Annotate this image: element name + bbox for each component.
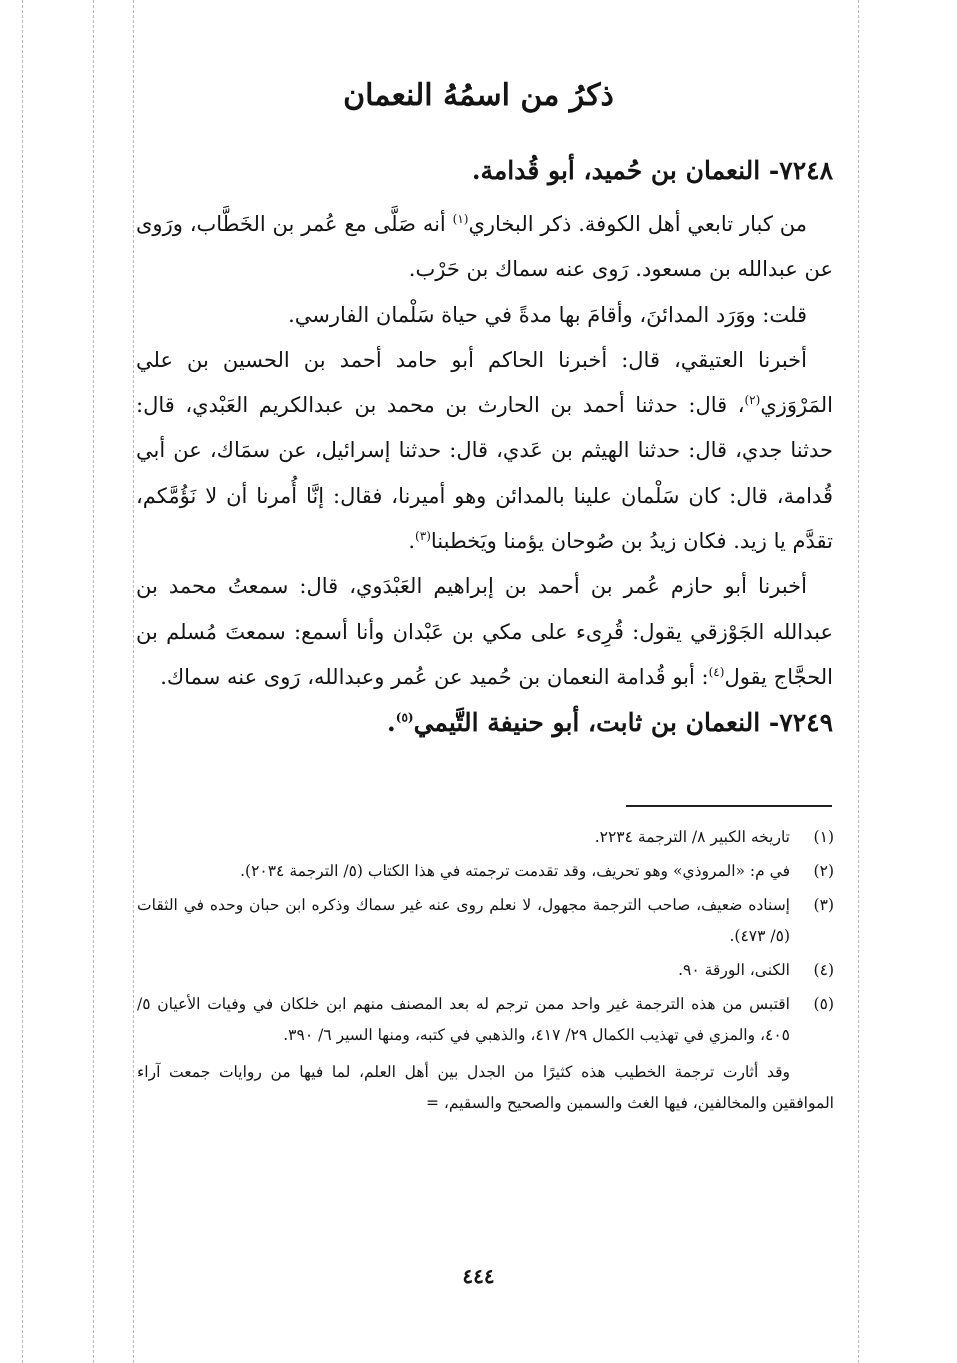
footnote-ref[interactable]: (٤) [708, 664, 725, 679]
footnote [137, 822, 834, 853]
paragraph-text: أنه صَلَّى مع عُمر بن الخَطَّاب، ورَوى عن عبدالله بن مسعود. رَوى عنه سماك بن حَرْب. [136, 212, 833, 282]
footnote-number: (٣) [813, 896, 834, 914]
footnote-text: تاريخه الكبير ٨/ الترجمة ٢٢٣٤. [594, 828, 790, 846]
paragraph [136, 293, 833, 338]
footnote-number: (٤) [813, 961, 834, 979]
entry-heading-7249 [136, 700, 833, 746]
footnote [137, 856, 834, 887]
footnote [137, 890, 834, 952]
footnotes [137, 822, 834, 1119]
margin-guide-line [858, 0, 859, 1363]
paragraph-text: ، قال: حدثنا أحمد بن الحارث بن محمد بن عبدالكريم العَبْدي، قال: حدثنا جدي، قال: حدثنا الهيثم بن عَدي، قال: حدثنا إسرائيل، عن سمَاك، عن أبي قُدامة، قال: كان سَلْمان علينا بالمدائن وهو أميرنا، فقال: إنَّا أُمرنا أن لا نَؤُمَّكم، تقدَّم يا زيد. فكان زيدُ بن صُوحان يؤمنا ويَخطبنا [136, 393, 833, 554]
paragraph-text: . [408, 529, 416, 554]
paragraph-text: أخبرنا أبو حازم عُمر بن أحمد بن إبراهيم العَبْدَوي، قال: سمعتُ محمد بن عبدالله الجَوْزقي يقول: قُرِىء على مكي بن عَبْدان وأنا أسمع: سمعتَ مُسلم بن الحجَّاج يقول [136, 574, 833, 689]
footnote-continuation: وقد أثارت ترجمة الخطيب هذه كثيرًا من الجدل بين أهل العلم، لما فيها من روايات جمعت آراء الموافقين والمخالفين، فيها الغث والسمين والصحيح والسقيم، = [137, 1063, 834, 1112]
page-title: ذكرُ من اسمُهُ النعمان [343, 78, 614, 113]
footnote-ref[interactable]: (١) [452, 212, 469, 226]
paragraph-text: أخبرنا العتيقي، قال: أخبرنا الحاكم أبو حامد أحمد بن الحسين بن علي المَرْوَزي [136, 347, 833, 418]
footnote [137, 989, 834, 1051]
paragraph [136, 338, 833, 564]
footnote-number: (١) [813, 828, 834, 846]
footnote-separator [626, 805, 832, 807]
footnote-text: إسناده ضعيف، صاحب الترجمة مجهول، لا نعلم روى عنه غير سماك وذكره ابن حبان وحده في الثقات (٥/ ٤٧٣). [137, 896, 790, 945]
footnote-text: الكنى، الورقة ٩٠. [678, 961, 790, 979]
footnote-number: (٢) [813, 862, 834, 880]
footnote-number: (٥) [813, 995, 834, 1013]
page-number: ٤٤٤ [462, 1264, 495, 1288]
paragraph-text: قلت: ووَرَد المدائنَ، وأقامَ بها مدةً في حياة سَلْمان الفارسي. [288, 302, 807, 327]
paragraph-text: من كبار تابعي أهل الكوفة. ذكر البخاري [468, 212, 807, 236]
entry-heading-end: . [387, 708, 396, 738]
paragraph-text: : أبو قُدامة النعمان بن حُميد عن عُمر وعبدالله، رَوى عنه سماك. [160, 664, 709, 689]
footnote-ref[interactable]: (٣) [415, 529, 431, 544]
main-text [136, 148, 833, 754]
paragraph [136, 564, 833, 700]
margin-guide-line [133, 0, 134, 1363]
footnote-text: اقتبس من هذه الترجمة غير واحد ممن ترجم له بعد المصنف منهم ابن خلكان في وفيات الأعيان ٥/ ٤٠٥، والمزي في تهذيب الكمال ٢٩/ ٤١٧، والذهبي في كتبه، ومنها السير ٦/ ٣٩٠. [137, 995, 790, 1044]
paragraph [136, 202, 833, 293]
margin-guide-line [93, 0, 94, 1363]
margin-guide-line [22, 0, 23, 1363]
footnote-ref[interactable]: (٢) [744, 393, 761, 408]
entry-heading-7248: ٧٢٤٨- النعمان بن حُميد، أبو قُدامة. [471, 156, 833, 185]
footnote [137, 955, 834, 986]
footnote-text: في م: «المروذي» وهو تحريف، وقد تقدمت ترجمته في هذا الكتاب (٥/ الترجمة ٢٠٣٤). [240, 862, 790, 880]
footnote-ref[interactable]: (٥) [395, 710, 414, 725]
entry-heading-text: ٧٢٤٩- النعمان بن ثابت، أبو حنيفة التَّيمي [413, 708, 833, 738]
